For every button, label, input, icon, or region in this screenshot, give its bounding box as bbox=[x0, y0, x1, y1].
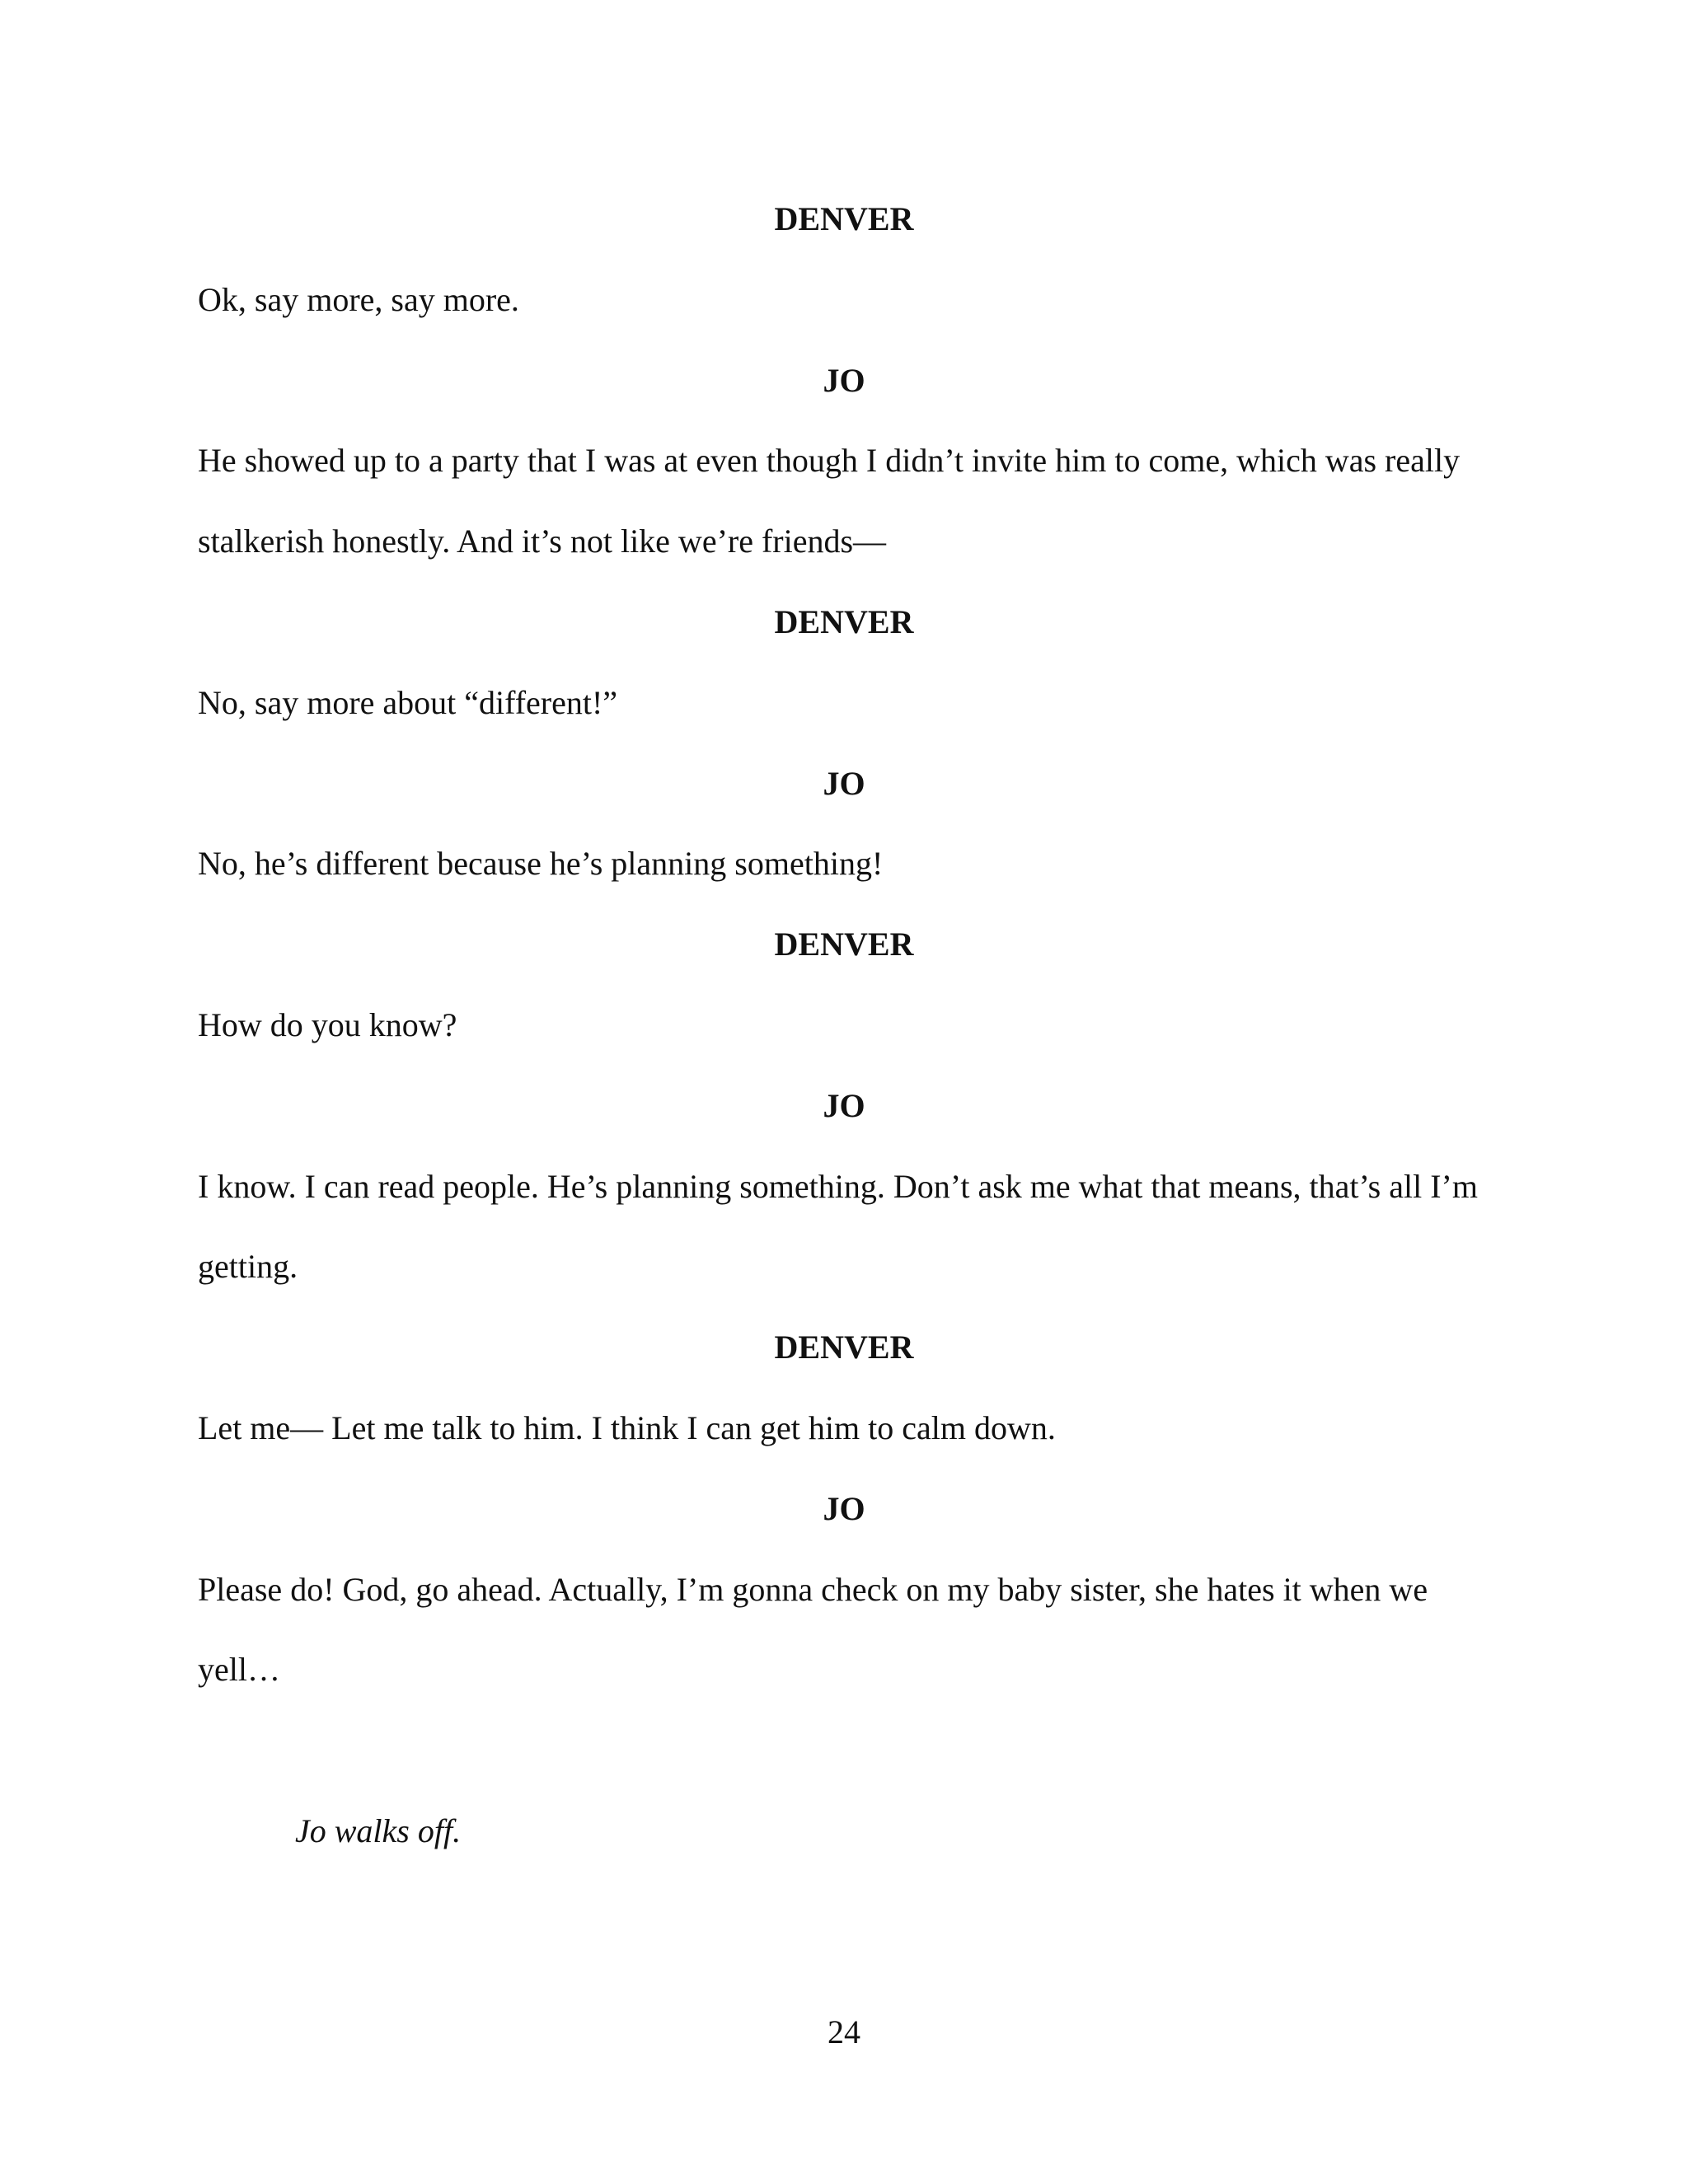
dialogue-line: Let me— Let me talk to him. I think I can get him to calm down. bbox=[198, 1409, 1056, 1446]
dialogue-line: getting. bbox=[198, 1248, 298, 1285]
speaker-name: DENVER bbox=[774, 603, 914, 640]
dialogue-line: No, he’s different because he’s planning something! bbox=[198, 845, 884, 882]
speaker-name: DENVER bbox=[774, 1329, 914, 1366]
speaker-name: JO bbox=[823, 362, 865, 399]
dialogue-line: He showed up to a party that I was at even though I didn’t invite him to come, which was really bbox=[198, 442, 1461, 479]
speaker-name: JO bbox=[823, 1490, 865, 1527]
dialogue-line: I know. I can read people. He’s planning something. Don’t ask me what that means, that’s all I’m bbox=[198, 1168, 1478, 1205]
stage-direction: Jo walks off. bbox=[295, 1812, 462, 1849]
speaker-name: DENVER bbox=[774, 200, 914, 237]
dialogue-line: stalkerish honestly. And it’s not like we’re friends— bbox=[198, 523, 887, 560]
dialogue-line: How do you know? bbox=[198, 1006, 457, 1043]
speaker-name: DENVER bbox=[774, 926, 914, 963]
dialogue-line: Please do! God, go ahead. Actually, I’m gonna check on my baby sister, she hates it when we bbox=[198, 1571, 1428, 1608]
page-number: 24 bbox=[828, 2013, 860, 2050]
dialogue-line: yell… bbox=[198, 1651, 280, 1688]
speaker-name: JO bbox=[823, 765, 865, 802]
dialogue-line: No, say more about “different!” bbox=[198, 684, 618, 721]
speaker-name: JO bbox=[823, 1087, 865, 1124]
dialogue-line: Ok, say more, say more. bbox=[198, 281, 519, 318]
